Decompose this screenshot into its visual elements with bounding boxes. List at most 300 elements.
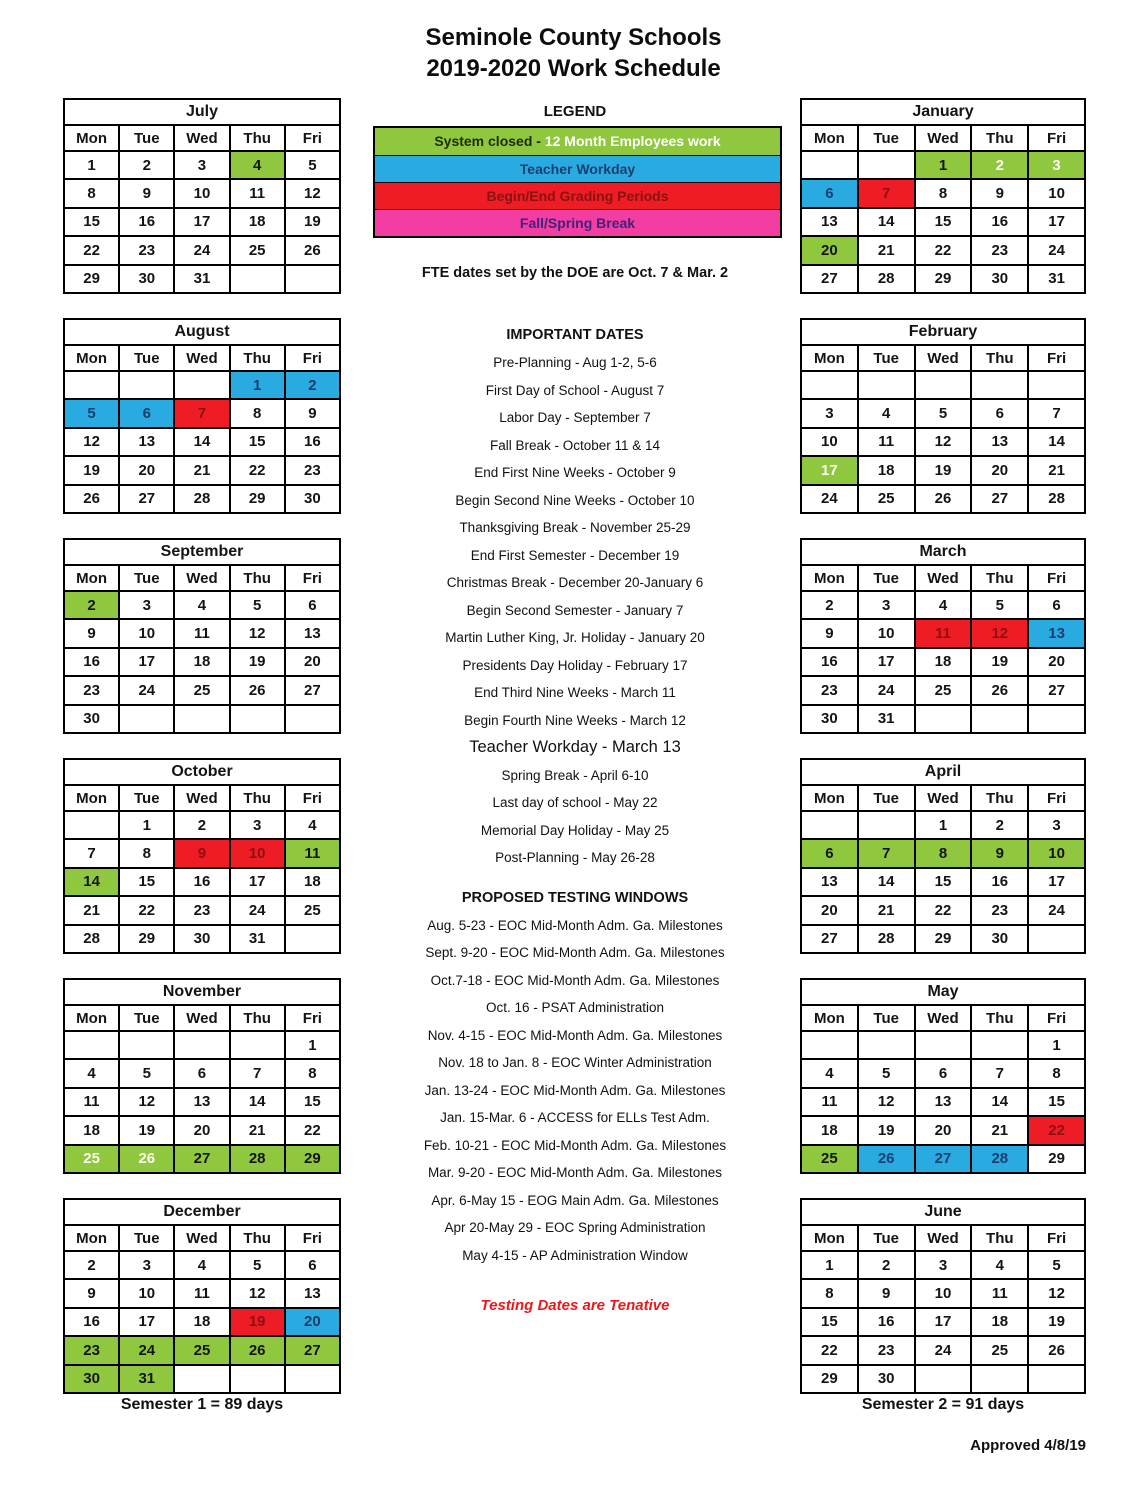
testing-note: Testing Dates are Tenative: [480, 1297, 670, 1314]
day-cell: 17: [801, 456, 858, 484]
day-cell: 2: [801, 591, 858, 619]
day-cell: [64, 371, 119, 399]
day-cell: 28: [858, 265, 915, 293]
day-cell: [174, 1365, 229, 1393]
day-cell: 24: [858, 676, 915, 704]
testing-window-item: Oct.7-18 - EOC Mid-Month Adm. Ga. Milestones: [430, 972, 720, 988]
day-cell: 19: [230, 1308, 285, 1336]
day-cell: 1: [1028, 1031, 1085, 1059]
testing-window-item: Aug. 5-23 - EOC Mid-Month Adm. Ga. Milestones: [427, 917, 723, 933]
day-cell: 12: [285, 179, 340, 207]
testing-window-item: Oct. 16 - PSAT Administration: [485, 1000, 665, 1015]
day-of-week-header: Mon: [801, 1225, 858, 1251]
day-cell: 31: [119, 1365, 174, 1393]
day-cell: 30: [174, 925, 229, 953]
day-cell: 5: [285, 151, 340, 179]
day-cell: 16: [64, 648, 119, 676]
day-of-week-header: Fri: [285, 1225, 340, 1251]
day-cell: 13: [285, 1279, 340, 1307]
day-cell: 12: [858, 1088, 915, 1116]
day-cell: 11: [174, 619, 229, 647]
day-cell: 19: [119, 1116, 174, 1144]
day-cell: 22: [915, 896, 972, 924]
day-cell: 9: [801, 619, 858, 647]
day-cell: 13: [801, 208, 858, 236]
day-of-week-header: Mon: [64, 345, 119, 371]
day-cell: 7: [971, 1059, 1028, 1087]
day-cell: [915, 1031, 972, 1059]
day-cell: [971, 705, 1028, 733]
day-cell: 15: [230, 428, 285, 456]
months-left-column: [63, 98, 341, 1418]
day-cell: 3: [119, 1251, 174, 1279]
day-cell: 17: [230, 868, 285, 896]
day-cell: 17: [1028, 868, 1085, 896]
day-of-week-header: Thu: [971, 565, 1028, 591]
month-calendar: [63, 318, 341, 514]
day-cell: 29: [801, 1365, 858, 1393]
day-of-week-header: Tue: [119, 125, 174, 151]
day-of-week-header: Wed: [915, 125, 972, 151]
day-cell: 23: [285, 456, 340, 484]
important-date-item: Teacher Workday - March 13: [469, 738, 681, 756]
day-cell: 8: [1028, 1059, 1085, 1087]
day-cell: 27: [971, 485, 1028, 513]
day-cell: 10: [858, 619, 915, 647]
day-cell: 6: [801, 179, 858, 207]
legend-item-label: Fall/Spring Break: [519, 215, 636, 231]
day-cell: 9: [858, 1279, 915, 1307]
day-cell: 21: [64, 896, 119, 924]
important-date-item: Christmas Break - December 20-January 6: [446, 575, 704, 590]
day-cell: 29: [915, 265, 972, 293]
center-column: [330, 321, 820, 1314]
month-table: [800, 758, 1086, 954]
month-title: March: [801, 539, 1085, 565]
important-date-item: Pre-Planning - Aug 1-2, 5-6: [493, 355, 657, 370]
day-cell: 1: [285, 1031, 340, 1059]
testing-window-item: Nov. 18 to Jan. 8 - EOC Winter Administration: [438, 1055, 712, 1070]
day-cell: 2: [174, 811, 229, 839]
day-cell: 23: [801, 676, 858, 704]
day-cell: 7: [174, 399, 229, 427]
day-cell: 24: [119, 676, 174, 704]
day-cell: 2: [64, 591, 119, 619]
day-cell: [1028, 705, 1085, 733]
month-title: June: [801, 1199, 1085, 1225]
page-title-line1: Seminole County Schools: [425, 24, 722, 51]
day-cell: 23: [174, 896, 229, 924]
day-cell: 5: [858, 1059, 915, 1087]
day-cell: 25: [174, 676, 229, 704]
day-cell: 19: [858, 1116, 915, 1144]
day-cell: 21: [174, 456, 229, 484]
day-cell: 8: [915, 839, 972, 867]
day-cell: 9: [174, 839, 229, 867]
day-cell: 16: [174, 868, 229, 896]
day-cell: [119, 705, 174, 733]
month-table: [63, 538, 341, 734]
day-cell: 6: [285, 1251, 340, 1279]
day-cell: 14: [174, 428, 229, 456]
day-cell: 27: [285, 676, 340, 704]
day-of-week-header: Mon: [64, 125, 119, 151]
day-cell: [801, 1031, 858, 1059]
month-title: April: [801, 759, 1085, 785]
day-cell: 4: [174, 1251, 229, 1279]
day-cell: 11: [915, 619, 972, 647]
day-cell: 18: [64, 1116, 119, 1144]
day-cell: [174, 1031, 229, 1059]
day-cell: [119, 1031, 174, 1059]
day-cell: 13: [119, 428, 174, 456]
day-cell: [915, 705, 972, 733]
day-cell: 24: [174, 236, 229, 264]
day-cell: 30: [64, 705, 119, 733]
day-cell: 7: [230, 1059, 285, 1087]
day-cell: 18: [858, 456, 915, 484]
important-date-item: Memorial Day Holiday - May 25: [480, 822, 670, 838]
month-title: October: [64, 759, 340, 785]
legend-item-label-secondary: 12 Month Employees work: [544, 133, 721, 149]
month-table: [63, 98, 341, 294]
day-cell: 16: [858, 1308, 915, 1336]
day-of-week-header: Tue: [858, 565, 915, 591]
day-cell: [1028, 925, 1085, 953]
day-cell: 27: [119, 485, 174, 513]
day-cell: 6: [971, 399, 1028, 427]
day-cell: 28: [858, 925, 915, 953]
day-cell: 8: [230, 399, 285, 427]
day-of-week-header: Thu: [230, 345, 285, 371]
legend-item-label: Begin/End Grading Periods: [486, 188, 669, 204]
day-cell: 30: [971, 265, 1028, 293]
day-cell: 11: [971, 1279, 1028, 1307]
day-cell: 25: [285, 896, 340, 924]
testing-window-item: Apr 20-May 29 - EOC Spring Administration: [444, 1220, 706, 1235]
day-cell: 13: [801, 868, 858, 896]
day-cell: 28: [230, 1145, 285, 1173]
day-cell: 18: [915, 648, 972, 676]
legend-item: [375, 182, 780, 209]
day-cell: 15: [801, 1308, 858, 1336]
day-cell: 21: [858, 236, 915, 264]
day-of-week-header: Tue: [858, 345, 915, 371]
day-cell: 16: [285, 428, 340, 456]
day-cell: 11: [64, 1088, 119, 1116]
day-of-week-header: Tue: [119, 1005, 174, 1031]
month-table: [800, 1198, 1086, 1394]
day-cell: 5: [915, 399, 972, 427]
month-calendar: [63, 538, 341, 734]
month-table: [63, 1198, 341, 1394]
day-cell: 11: [858, 428, 915, 456]
day-cell: 29: [1028, 1145, 1085, 1173]
month-calendar: [63, 758, 341, 954]
day-cell: 10: [119, 619, 174, 647]
month-table: [800, 318, 1086, 514]
day-cell: 23: [119, 236, 174, 264]
day-cell: 5: [971, 591, 1028, 619]
day-cell: [285, 265, 340, 293]
day-cell: 7: [1028, 399, 1085, 427]
months-right-column: [800, 98, 1086, 1418]
day-cell: 14: [858, 208, 915, 236]
day-cell: 26: [858, 1145, 915, 1173]
day-cell: 17: [858, 648, 915, 676]
day-of-week-header: Wed: [915, 785, 972, 811]
day-cell: 13: [285, 619, 340, 647]
day-cell: 30: [285, 485, 340, 513]
day-cell: 24: [801, 485, 858, 513]
month-table: [800, 978, 1086, 1174]
day-cell: 25: [230, 236, 285, 264]
day-cell: 25: [858, 485, 915, 513]
day-cell: 2: [285, 371, 340, 399]
day-cell: 10: [801, 428, 858, 456]
day-cell: 28: [64, 925, 119, 953]
day-cell: 31: [1028, 265, 1085, 293]
day-cell: [174, 371, 229, 399]
testing-window-item: Feb. 10-21 - EOC Mid-Month Adm. Ga. Milestones: [423, 1137, 727, 1153]
important-date-item: Thanksgiving Break - November 25-29: [459, 520, 691, 535]
day-cell: [285, 1365, 340, 1393]
month-table: [63, 318, 341, 514]
day-of-week-header: Thu: [230, 1005, 285, 1031]
day-cell: 20: [119, 456, 174, 484]
day-cell: 4: [971, 1251, 1028, 1279]
day-cell: 26: [285, 236, 340, 264]
day-of-week-header: Mon: [801, 565, 858, 591]
day-of-week-header: Thu: [971, 125, 1028, 151]
month-title: November: [64, 979, 340, 1005]
semester1-label: Semester 1 = 89 days: [120, 1396, 284, 1413]
day-cell: 16: [971, 208, 1028, 236]
important-date-item: End Third Nine Weeks - March 11: [474, 685, 676, 700]
day-of-week-header: Tue: [119, 345, 174, 371]
legend-heading: LEGEND: [543, 103, 607, 120]
day-cell: 3: [915, 1251, 972, 1279]
important-date-item: Begin Fourth Nine Weeks - March 12: [464, 712, 686, 728]
day-cell: 27: [801, 265, 858, 293]
day-cell: 25: [801, 1145, 858, 1173]
month-title: May: [801, 979, 1085, 1005]
day-cell: [858, 371, 915, 399]
day-cell: 25: [64, 1145, 119, 1173]
day-cell: 26: [119, 1145, 174, 1173]
day-of-week-header: Mon: [801, 125, 858, 151]
day-cell: 28: [971, 1145, 1028, 1173]
day-cell: 15: [915, 868, 972, 896]
testing-window-item: Sept. 9-20 - EOC Mid-Month Adm. Ga. Milestones: [425, 945, 725, 960]
day-of-week-header: Thu: [971, 1005, 1028, 1031]
day-cell: 21: [230, 1116, 285, 1144]
day-cell: [858, 811, 915, 839]
day-cell: 30: [64, 1365, 119, 1393]
day-cell: 4: [915, 591, 972, 619]
day-cell: 18: [230, 208, 285, 236]
day-of-week-header: Fri: [1028, 785, 1085, 811]
day-of-week-header: Fri: [1028, 565, 1085, 591]
day-cell: 21: [971, 1116, 1028, 1144]
month-calendar: [800, 1198, 1086, 1394]
day-cell: 20: [174, 1116, 229, 1144]
month-table: [800, 538, 1086, 734]
day-cell: 7: [64, 839, 119, 867]
month-title: February: [801, 319, 1085, 345]
day-cell: 19: [285, 208, 340, 236]
page-title-line2: 2019-2020 Work Schedule: [426, 55, 721, 82]
day-cell: 18: [174, 1308, 229, 1336]
day-of-week-header: Wed: [915, 565, 972, 591]
day-cell: 4: [285, 811, 340, 839]
day-cell: 3: [858, 591, 915, 619]
day-of-week-header: Wed: [174, 785, 229, 811]
day-cell: 9: [119, 179, 174, 207]
day-of-week-header: Mon: [64, 785, 119, 811]
day-cell: 20: [1028, 648, 1085, 676]
day-cell: 5: [230, 591, 285, 619]
day-cell: 26: [64, 485, 119, 513]
month-title: January: [801, 99, 1085, 125]
day-cell: 13: [1028, 619, 1085, 647]
month-calendar: [800, 978, 1086, 1174]
day-cell: 14: [1028, 428, 1085, 456]
day-cell: 21: [858, 896, 915, 924]
day-cell: 11: [174, 1279, 229, 1307]
day-cell: 23: [971, 896, 1028, 924]
day-cell: 3: [174, 151, 229, 179]
day-cell: 24: [230, 896, 285, 924]
month-table: [63, 758, 341, 954]
day-cell: [915, 371, 972, 399]
day-cell: 4: [64, 1059, 119, 1087]
day-cell: 27: [285, 1336, 340, 1364]
day-cell: 6: [801, 839, 858, 867]
day-cell: 4: [858, 399, 915, 427]
day-cell: 1: [230, 371, 285, 399]
page-title: [0, 22, 1147, 84]
day-of-week-header: Tue: [858, 125, 915, 151]
day-cell: 6: [915, 1059, 972, 1087]
month-calendar: [800, 318, 1086, 514]
day-cell: 22: [801, 1336, 858, 1364]
day-cell: 13: [174, 1088, 229, 1116]
day-cell: [230, 705, 285, 733]
day-cell: 5: [64, 399, 119, 427]
day-cell: 17: [174, 208, 229, 236]
day-cell: 17: [119, 648, 174, 676]
day-cell: 10: [1028, 839, 1085, 867]
day-cell: 12: [971, 619, 1028, 647]
day-cell: 2: [971, 151, 1028, 179]
day-of-week-header: Tue: [119, 1225, 174, 1251]
day-cell: 24: [119, 1336, 174, 1364]
day-cell: 13: [971, 428, 1028, 456]
day-cell: [285, 925, 340, 953]
day-cell: 15: [1028, 1088, 1085, 1116]
day-cell: 15: [915, 208, 972, 236]
important-date-item: End First Nine Weeks - October 9: [474, 465, 676, 480]
day-of-week-header: Wed: [915, 1225, 972, 1251]
day-cell: 3: [119, 591, 174, 619]
day-of-week-header: Fri: [1028, 1225, 1085, 1251]
day-cell: 24: [1028, 236, 1085, 264]
day-cell: 8: [285, 1059, 340, 1087]
day-cell: 9: [285, 399, 340, 427]
day-cell: 27: [174, 1145, 229, 1173]
day-cell: 18: [174, 648, 229, 676]
semester2-label: Semester 2 = 91 days: [861, 1396, 1025, 1413]
day-cell: 22: [119, 896, 174, 924]
day-of-week-header: Fri: [285, 785, 340, 811]
day-cell: 28: [174, 485, 229, 513]
day-cell: 10: [174, 179, 229, 207]
day-cell: 1: [915, 151, 972, 179]
day-cell: [801, 151, 858, 179]
day-cell: 16: [971, 868, 1028, 896]
day-cell: 27: [1028, 676, 1085, 704]
day-cell: 2: [119, 151, 174, 179]
day-of-week-header: Mon: [801, 345, 858, 371]
day-cell: [285, 705, 340, 733]
day-cell: 4: [801, 1059, 858, 1087]
day-cell: [915, 1365, 972, 1393]
day-cell: 30: [858, 1365, 915, 1393]
testing-window-item: May 4-15 - AP Administration Window: [462, 1247, 688, 1263]
important-date-item: Last day of school - May 22: [492, 795, 658, 810]
day-cell: 30: [119, 265, 174, 293]
day-cell: 26: [1028, 1336, 1085, 1364]
day-of-week-header: Mon: [801, 1005, 858, 1031]
important-date-item: Begin Second Semester - January 7: [466, 602, 684, 618]
day-cell: 29: [230, 485, 285, 513]
day-cell: 17: [1028, 208, 1085, 236]
day-cell: [971, 371, 1028, 399]
day-cell: 20: [915, 1116, 972, 1144]
month-calendar: [800, 538, 1086, 734]
legend-box: [373, 126, 782, 238]
important-date-item: Post-Planning - May 26-28: [495, 850, 655, 865]
day-cell: [119, 371, 174, 399]
day-cell: 1: [64, 151, 119, 179]
day-cell: 19: [230, 648, 285, 676]
day-cell: 3: [801, 399, 858, 427]
day-of-week-header: Fri: [285, 125, 340, 151]
day-cell: [858, 151, 915, 179]
day-cell: 14: [971, 1088, 1028, 1116]
day-cell: 28: [1028, 485, 1085, 513]
important-dates-heading: IMPORTANT DATES: [506, 327, 644, 343]
day-cell: 7: [858, 839, 915, 867]
day-cell: 9: [64, 619, 119, 647]
important-date-item: Fall Break - October 11 & 14: [489, 437, 661, 453]
day-cell: 11: [230, 179, 285, 207]
day-cell: 10: [230, 839, 285, 867]
day-of-week-header: Mon: [64, 1005, 119, 1031]
day-of-week-header: Wed: [174, 1005, 229, 1031]
day-of-week-header: Wed: [174, 1225, 229, 1251]
day-cell: 12: [230, 619, 285, 647]
day-cell: [1028, 371, 1085, 399]
fte-note: FTE dates set by the DOE are Oct. 7 & Mar. 2: [421, 265, 729, 281]
day-cell: 26: [915, 485, 972, 513]
month-calendar: [63, 98, 341, 294]
day-cell: 1: [119, 811, 174, 839]
day-cell: 20: [801, 236, 858, 264]
day-cell: 12: [915, 428, 972, 456]
day-cell: 22: [64, 236, 119, 264]
